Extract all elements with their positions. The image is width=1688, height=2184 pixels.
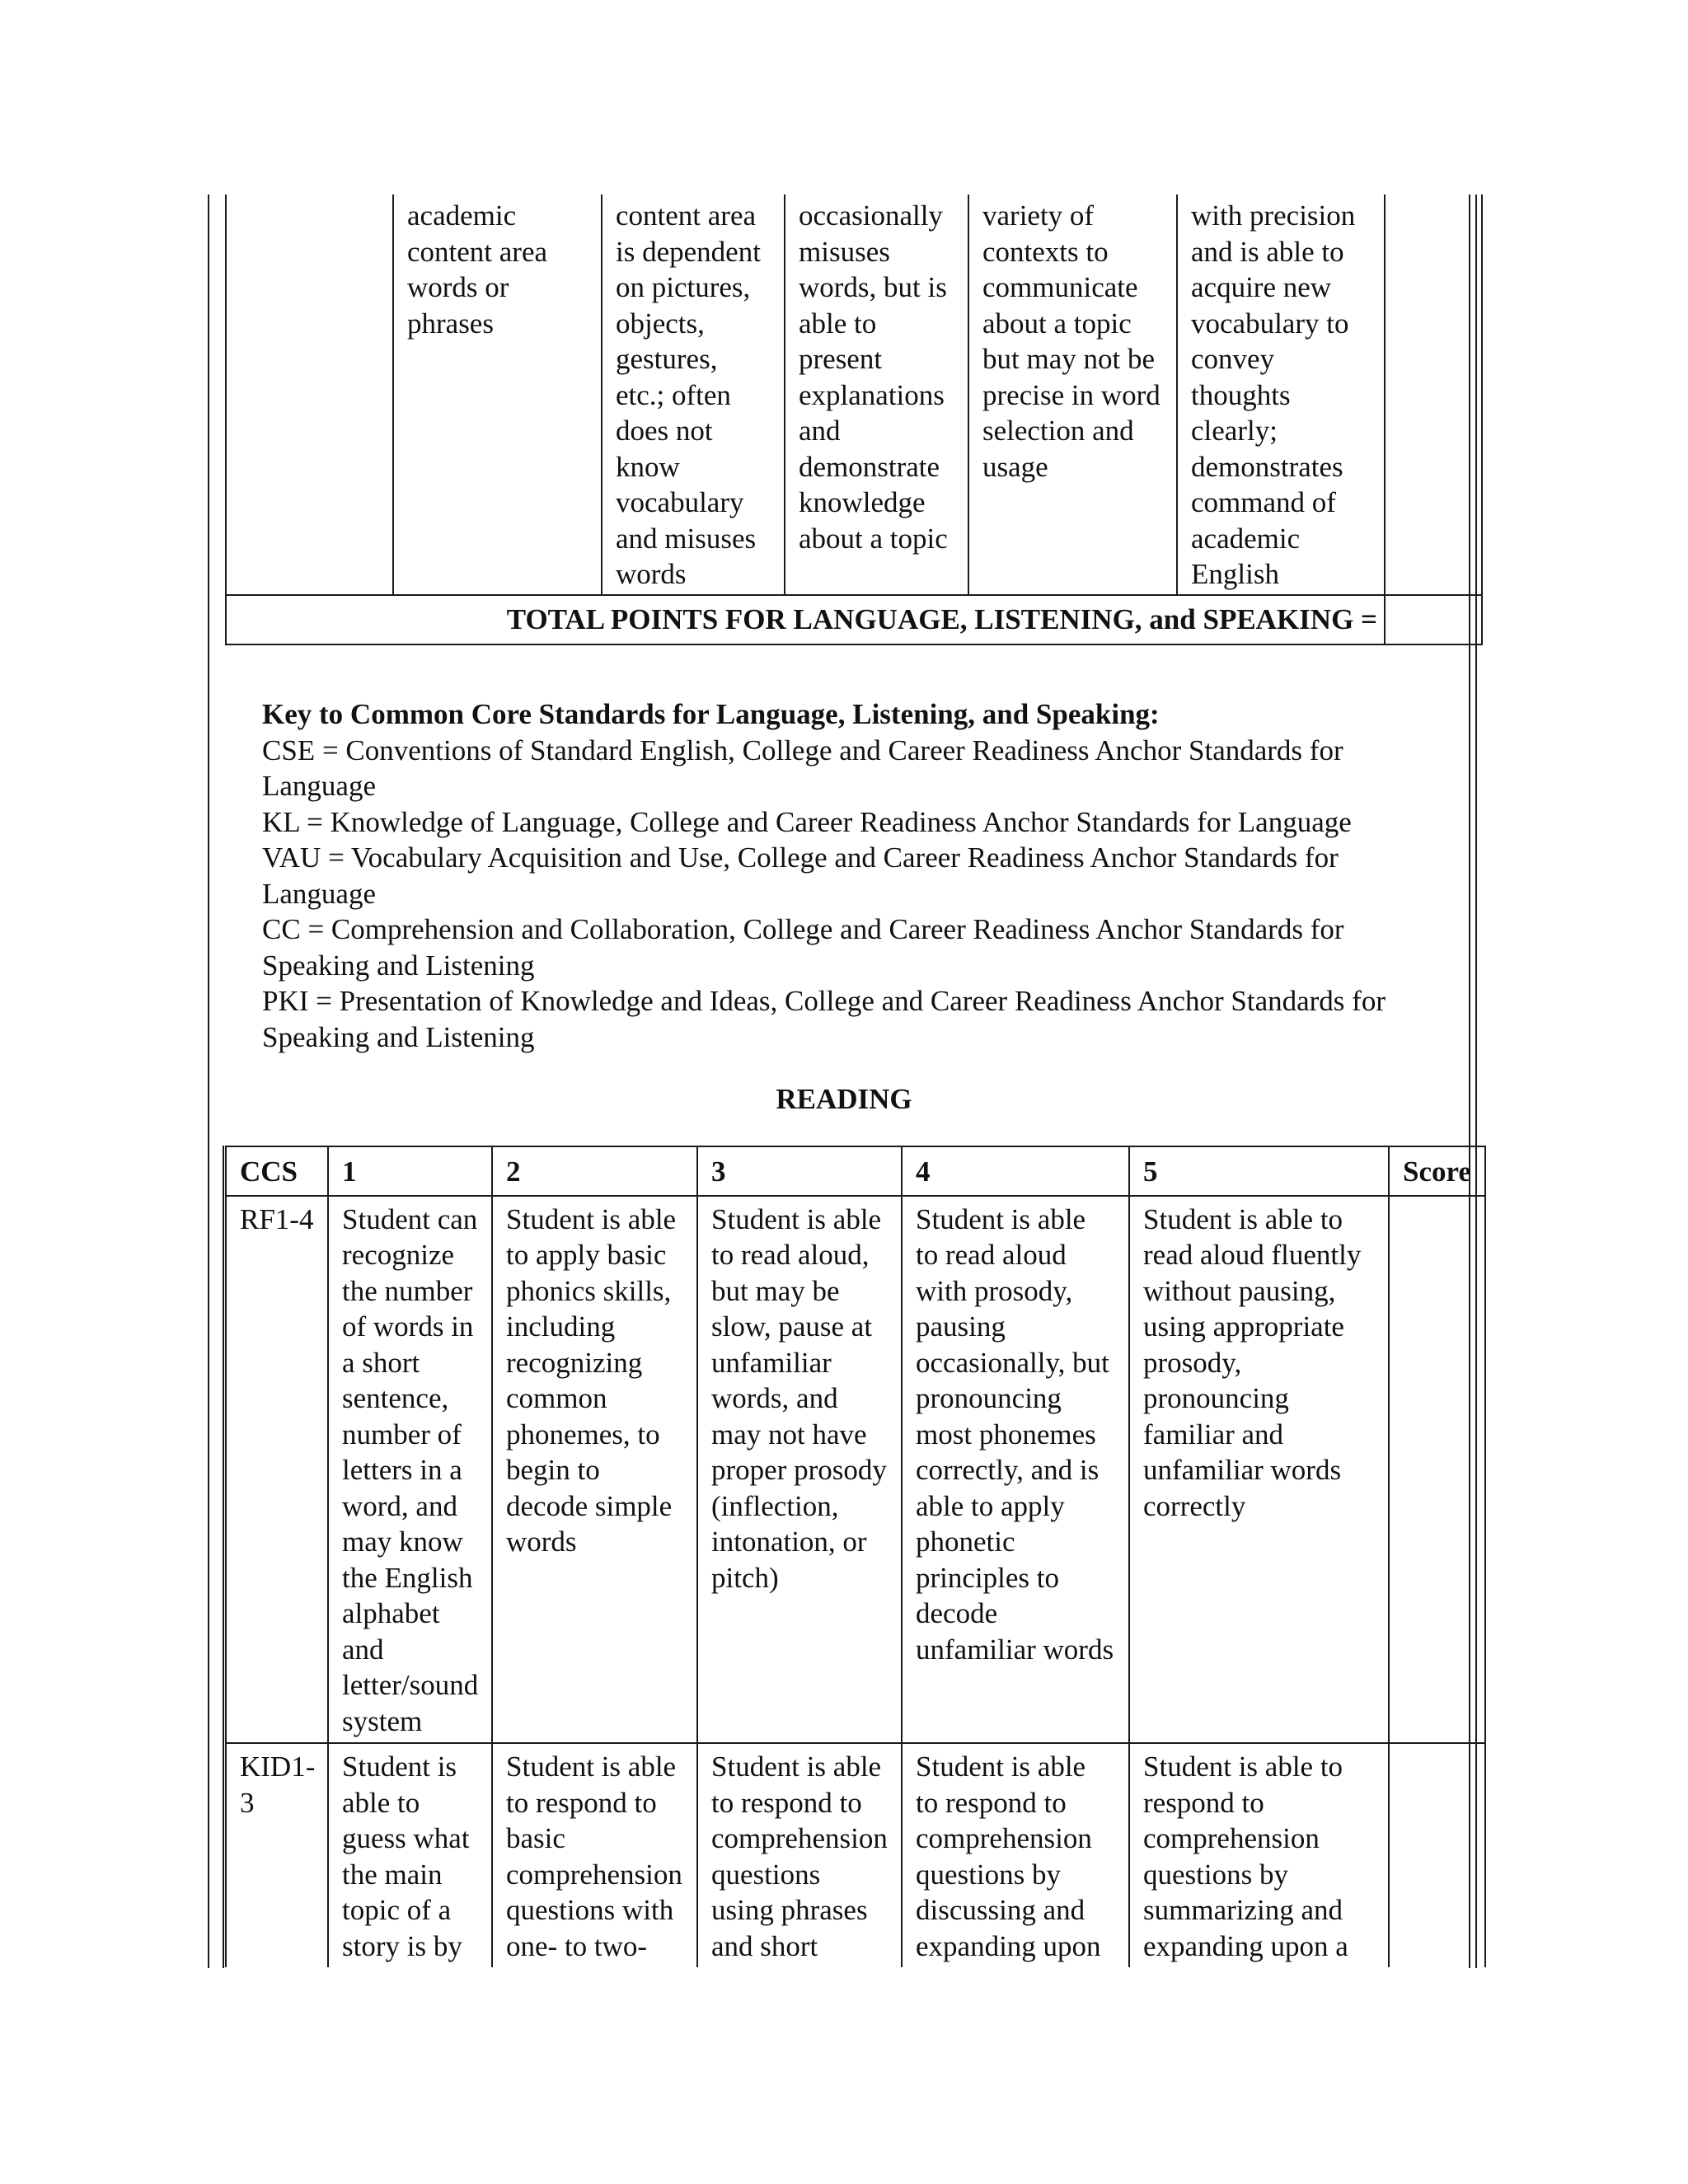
page-border-left-inner — [223, 1146, 224, 1968]
header-level-2: 2 — [492, 1146, 697, 1196]
level-5-cell: Student is able to respond to comprehension questions by summarizing and expanding upon a — [1129, 1743, 1389, 1967]
key-item-cc: CC = Comprehension and Collaboration, College and Career Readiness Anchor Standards for Speaking and Listening — [262, 913, 1344, 982]
header-level-1: 1 — [328, 1146, 492, 1196]
level-4-cell: variety of contexts to communicate about a topic but may not be precise in word selection and usage — [968, 194, 1177, 595]
level-2-cell: Student is able to respond to basic comprehension questions with one- to two- — [492, 1743, 697, 1967]
ccs-cell: RF1-4 — [226, 1196, 328, 1744]
level-5-cell: Student is able to read aloud fluently without pausing, using appropriate prosody, pronouncing familiar and unfamiliar words correctly — [1129, 1196, 1389, 1744]
table-header-row — [226, 1146, 1485, 1196]
key-item-cse: CSE = Conventions of Standard English, College and Career Readiness Anchor Standards for Language — [262, 733, 1343, 802]
level-1-cell: Student can recognize the number of words in a short sentence, number of letters in a word, and may know the English alphabet and letter/sound system — [328, 1196, 492, 1744]
header-score: Score — [1389, 1146, 1485, 1196]
table-row — [226, 194, 1482, 595]
standards-key — [262, 696, 1449, 1055]
level-2-cell: Student is able to apply basic phonics skills, including recognizing common phonemes, to begin to decode simple words — [492, 1196, 697, 1744]
level-2-cell: content area is dependent on pictures, objects, gestures, etc.; often does not know vocabulary and misuses words — [602, 194, 785, 595]
section-title-reading: READING — [776, 1083, 912, 1115]
level-3-cell: occasionally misuses words, but is able to present explanations and demonstrate knowledge about a topic — [785, 194, 968, 595]
header-level-4: 4 — [902, 1146, 1129, 1196]
key-item-pki: PKI = Presentation of Knowledge and Ideas, College and Career Readiness Anchor Standards for Speaking and Listening — [262, 985, 1386, 1053]
level-3-cell: Student is able to read aloud, but may be slow, pause at unfamiliar words, and may not have proper prosody (inflection, intonation, or pitch) — [697, 1196, 902, 1744]
ccs-cell: KID1- 3 — [226, 1743, 328, 1967]
level-4-cell: Student is able to read aloud with prosody, pausing occasionally, but pronouncing most phonemes correctly, and is able to apply phonetic principles to decode unfamiliar words — [902, 1196, 1129, 1744]
ccs-cell — [226, 194, 393, 595]
header-ccs: CCS — [226, 1146, 328, 1196]
score-cell[interactable] — [1389, 1196, 1485, 1744]
key-item-vau: VAU = Vocabulary Acquisition and Use, College and Career Readiness Anchor Standards for Language — [262, 841, 1339, 910]
table-row — [226, 1743, 1485, 1967]
total-points-label: TOTAL POINTS FOR LANGUAGE, LISTENING, and SPEAKING = — [226, 595, 1385, 644]
total-row — [226, 595, 1482, 644]
key-item-kl: KL = Knowledge of Language, College and Career Readiness Anchor Standards for Language — [262, 805, 1352, 838]
header-level-3: 3 — [697, 1146, 902, 1196]
level-1-cell: Student is able to guess what the main topic of a story is by — [328, 1743, 492, 1967]
score-cell[interactable] — [1389, 1743, 1485, 1967]
score-cell[interactable] — [1385, 194, 1482, 595]
level-1-cell: academic content area words or phrases — [393, 194, 602, 595]
level-3-cell: Student is able to respond to comprehension questions using phrases and short — [697, 1743, 902, 1967]
header-level-5: 5 — [1129, 1146, 1389, 1196]
total-score-cell[interactable] — [1385, 595, 1482, 644]
table-row — [226, 1196, 1485, 1744]
reading-rubric-table — [225, 1146, 1486, 1967]
key-title: Key to Common Core Standards for Language, Listening, and Speaking: — [262, 698, 1160, 730]
language-rubric-table-continued — [225, 194, 1483, 645]
level-5-cell: with precision and is able to acquire new vocabulary to convey thoughts clearly; demonstrates command of academic English — [1177, 194, 1385, 595]
level-4-cell: Student is able to respond to comprehension questions by discussing and expanding upon — [902, 1743, 1129, 1967]
